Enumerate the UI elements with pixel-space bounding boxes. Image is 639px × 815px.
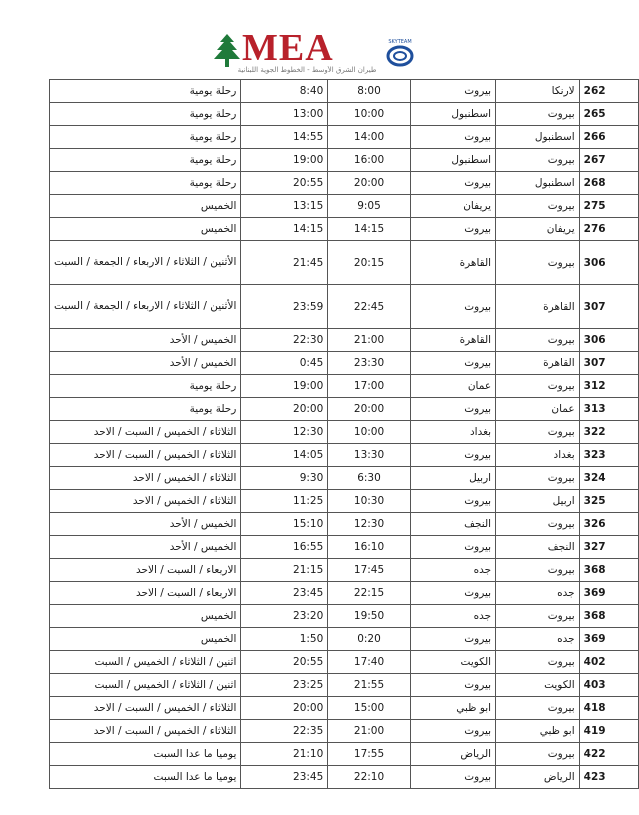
flight-number: 423 xyxy=(579,766,638,789)
flight-number: 275 xyxy=(579,195,638,218)
table-row xyxy=(50,375,639,398)
destination-city: بيروت xyxy=(410,172,495,195)
departure-time: 21:55 xyxy=(328,674,410,697)
departure-time: 20:00 xyxy=(328,398,410,421)
destination-city: بيروت xyxy=(410,218,495,241)
arrival-time: 8:40 xyxy=(241,80,328,103)
origin-city: القاهرة xyxy=(496,285,580,329)
departure-time: 10:30 xyxy=(328,490,410,513)
brand-name: MEA xyxy=(242,27,334,69)
operating-days: الخميس / الأحد xyxy=(50,329,241,352)
flight-number: 306 xyxy=(579,329,638,352)
table-row xyxy=(50,467,639,490)
flight-number: 268 xyxy=(579,172,638,195)
arrival-time: 20:00 xyxy=(241,697,328,720)
origin-city: الكويت xyxy=(496,674,580,697)
origin-city: الرياض xyxy=(496,766,580,789)
operating-days: رحلة يومية xyxy=(50,172,241,195)
origin-city: القاهرة xyxy=(496,352,580,375)
departure-time: 22:10 xyxy=(328,766,410,789)
departure-time: 17:00 xyxy=(328,375,410,398)
origin-city: جده xyxy=(496,582,580,605)
table-row xyxy=(50,149,639,172)
destination-city: اربيل xyxy=(410,467,495,490)
origin-city: بيروت xyxy=(496,651,580,674)
flight-number: 418 xyxy=(579,697,638,720)
destination-city: بيروت xyxy=(410,398,495,421)
table-row xyxy=(50,126,639,149)
departure-time: 17:55 xyxy=(328,743,410,766)
flight-number: 422 xyxy=(579,743,638,766)
table-row xyxy=(50,80,639,103)
flight-number: 306 xyxy=(579,241,638,285)
origin-city: اربيل xyxy=(496,490,580,513)
origin-city: يريفان xyxy=(496,218,580,241)
departure-time: 20:15 xyxy=(328,241,410,285)
operating-days: الاربعاء / السبت / الاحد xyxy=(50,582,241,605)
table-row xyxy=(50,513,639,536)
destination-city: بيروت xyxy=(410,80,495,103)
table-row xyxy=(50,218,639,241)
destination-city: بيروت xyxy=(410,766,495,789)
flight-number: 368 xyxy=(579,605,638,628)
flight-number: 307 xyxy=(579,285,638,329)
table-row xyxy=(50,329,639,352)
flight-number: 326 xyxy=(579,513,638,536)
operating-days: الأثنين / الثلاثاء / الاربعاء / الجمعة / السبت xyxy=(50,241,241,285)
destination-city: بيروت xyxy=(410,720,495,743)
mea-logo xyxy=(212,28,418,80)
arrival-time: 20:55 xyxy=(241,172,328,195)
operating-days: يوميا ما عدا السبت xyxy=(50,766,241,789)
destination-city: بيروت xyxy=(410,352,495,375)
arrival-time: 1:50 xyxy=(241,628,328,651)
origin-city: بغداد xyxy=(496,444,580,467)
operating-days: الثلاثاء / الخميس / السبت / الاحد xyxy=(50,720,241,743)
operating-days: رحلة يومية xyxy=(50,103,241,126)
operating-days: رحلة يومية xyxy=(50,398,241,421)
operating-days: الثلاثاء / الخميس / السبت / الاحد xyxy=(50,421,241,444)
table-row xyxy=(50,241,639,285)
arrival-time: 0:45 xyxy=(241,352,328,375)
arrival-time: 23:20 xyxy=(241,605,328,628)
flight-number: 369 xyxy=(579,628,638,651)
table-row xyxy=(50,103,639,126)
departure-time: 19:50 xyxy=(328,605,410,628)
arrival-time: 14:55 xyxy=(241,126,328,149)
operating-days: الثلاثاء / الخميس / الاحد xyxy=(50,467,241,490)
arrival-time: 23:45 xyxy=(241,582,328,605)
table-row xyxy=(50,285,639,329)
flight-number: 325 xyxy=(579,490,638,513)
arrival-time: 21:10 xyxy=(241,743,328,766)
departure-time: 14:15 xyxy=(328,218,410,241)
destination-city: ابو ظبي xyxy=(410,697,495,720)
arrival-time: 21:45 xyxy=(241,241,328,285)
operating-days: يوميا ما عدا السبت xyxy=(50,743,241,766)
table-row xyxy=(50,582,639,605)
departure-time: 17:45 xyxy=(328,559,410,582)
operating-days: اثنين / الثلاثاء / الخميس / السبت xyxy=(50,651,241,674)
arrival-time: 20:55 xyxy=(241,651,328,674)
destination-city: جده xyxy=(410,559,495,582)
arrival-time: 11:25 xyxy=(241,490,328,513)
operating-days: الخميس / الأحد xyxy=(50,513,241,536)
arrival-time: 19:00 xyxy=(241,375,328,398)
arrival-time: 23:59 xyxy=(241,285,328,329)
departure-time: 16:00 xyxy=(328,149,410,172)
departure-time: 16:10 xyxy=(328,536,410,559)
operating-days: الخميس / الأحد xyxy=(50,536,241,559)
origin-city: لارنكا xyxy=(496,80,580,103)
arrival-time: 16:55 xyxy=(241,536,328,559)
operating-days: الأثنين / الثلاثاء / الاربعاء / الجمعة / السبت xyxy=(50,285,241,329)
departure-time: 21:00 xyxy=(328,720,410,743)
arrival-time: 14:15 xyxy=(241,218,328,241)
origin-city: ابو ظبي xyxy=(496,720,580,743)
flight-number: 323 xyxy=(579,444,638,467)
flight-number: 267 xyxy=(579,149,638,172)
flight-number: 266 xyxy=(579,126,638,149)
destination-city: بيروت xyxy=(410,126,495,149)
arrival-time: 15:10 xyxy=(241,513,328,536)
table-row xyxy=(50,651,639,674)
operating-days: رحلة يومية xyxy=(50,149,241,172)
operating-days: الثلاثاء / الخميس / الاحد xyxy=(50,490,241,513)
destination-city: بيروت xyxy=(410,444,495,467)
destination-city: الرياض xyxy=(410,743,495,766)
flight-number: 368 xyxy=(579,559,638,582)
origin-city: اسطنبول xyxy=(496,126,580,149)
departure-time: 8:00 xyxy=(328,80,410,103)
arrival-time: 23:45 xyxy=(241,766,328,789)
destination-city: بيروت xyxy=(410,628,495,651)
arrival-time: 19:00 xyxy=(241,149,328,172)
destination-city: الكويت xyxy=(410,651,495,674)
operating-days: الخميس xyxy=(50,628,241,651)
arrival-time: 9:30 xyxy=(241,467,328,490)
skyteam-wordmark: SKYTEAM xyxy=(388,39,412,45)
arrival-time: 12:30 xyxy=(241,421,328,444)
table-row xyxy=(50,697,639,720)
departure-time: 10:00 xyxy=(328,103,410,126)
flight-number: 322 xyxy=(579,421,638,444)
flight-number: 327 xyxy=(579,536,638,559)
departure-time: 9:05 xyxy=(328,195,410,218)
destination-city: النجف xyxy=(410,513,495,536)
departure-time: 22:45 xyxy=(328,285,410,329)
flight-number: 312 xyxy=(579,375,638,398)
arrival-time: 20:00 xyxy=(241,398,328,421)
flight-number: 402 xyxy=(579,651,638,674)
origin-city: بيروت xyxy=(496,513,580,536)
departure-time: 0:20 xyxy=(328,628,410,651)
departure-time: 22:15 xyxy=(328,582,410,605)
departure-time: 20:00 xyxy=(328,172,410,195)
departure-time: 21:00 xyxy=(328,329,410,352)
origin-city: اسطنبول xyxy=(496,172,580,195)
destination-city: اسطنبول xyxy=(410,103,495,126)
table-row xyxy=(50,490,639,513)
destination-city: اسطنبول xyxy=(410,149,495,172)
destination-city: القاهرة xyxy=(410,329,495,352)
destination-city: بيروت xyxy=(410,490,495,513)
arrival-time: 14:05 xyxy=(241,444,328,467)
flight-number: 369 xyxy=(579,582,638,605)
origin-city: بيروت xyxy=(496,375,580,398)
departure-time: 6:30 xyxy=(328,467,410,490)
flight-number: 262 xyxy=(579,80,638,103)
operating-days: الاربعاء / السبت / الاحد xyxy=(50,559,241,582)
destination-city: القاهرة xyxy=(410,241,495,285)
origin-city: بيروت xyxy=(496,743,580,766)
origin-city: بيروت xyxy=(496,103,580,126)
origin-city: بيروت xyxy=(496,605,580,628)
table-row xyxy=(50,536,639,559)
flight-number: 265 xyxy=(579,103,638,126)
operating-days: رحلة يومية xyxy=(50,126,241,149)
document-header xyxy=(0,28,639,80)
table-row xyxy=(50,605,639,628)
departure-time: 17:40 xyxy=(328,651,410,674)
operating-days: الثلاثاء / الخميس / السبت / الاحد xyxy=(50,444,241,467)
destination-city: بيروت xyxy=(410,674,495,697)
origin-city: عمان xyxy=(496,398,580,421)
operating-days: الخميس / الأحد xyxy=(50,352,241,375)
table-row xyxy=(50,766,639,789)
origin-city: بيروت xyxy=(496,467,580,490)
table-row xyxy=(50,195,639,218)
destination-city: بغداد xyxy=(410,421,495,444)
destination-city: جده xyxy=(410,605,495,628)
table-row xyxy=(50,628,639,651)
brand-tagline: طيران الشرق الأوسط - الخطوط الجوية اللبنانية xyxy=(237,66,377,74)
operating-days: الخميس xyxy=(50,218,241,241)
flight-number: 403 xyxy=(579,674,638,697)
table-row xyxy=(50,352,639,375)
flight-number: 419 xyxy=(579,720,638,743)
origin-city: بيروت xyxy=(496,697,580,720)
flight-schedule-table xyxy=(49,79,639,789)
origin-city: بيروت xyxy=(496,329,580,352)
departure-time: 23:30 xyxy=(328,352,410,375)
arrival-time: 23:25 xyxy=(241,674,328,697)
table-row xyxy=(50,172,639,195)
arrival-time: 21:15 xyxy=(241,559,328,582)
departure-time: 10:00 xyxy=(328,421,410,444)
arrival-time: 22:35 xyxy=(241,720,328,743)
arrival-time: 22:30 xyxy=(241,329,328,352)
origin-city: بيروت xyxy=(496,241,580,285)
operating-days: الخميس xyxy=(50,605,241,628)
destination-city: يريفان xyxy=(410,195,495,218)
destination-city: بيروت xyxy=(410,285,495,329)
operating-days: اثنين / الثلاثاء / الخميس / السبت xyxy=(50,674,241,697)
origin-city: جده xyxy=(496,628,580,651)
flight-number: 313 xyxy=(579,398,638,421)
origin-city: بيروت xyxy=(496,149,580,172)
table-row xyxy=(50,559,639,582)
origin-city: بيروت xyxy=(496,421,580,444)
destination-city: عمان xyxy=(410,375,495,398)
flight-number: 324 xyxy=(579,467,638,490)
origin-city: بيروت xyxy=(496,559,580,582)
table-row xyxy=(50,743,639,766)
operating-days: رحلة يومية xyxy=(50,375,241,398)
arrival-time: 13:00 xyxy=(241,103,328,126)
table-row xyxy=(50,674,639,697)
origin-city: بيروت xyxy=(496,195,580,218)
flight-number: 307 xyxy=(579,352,638,375)
operating-days: الخميس xyxy=(50,195,241,218)
departure-time: 14:00 xyxy=(328,126,410,149)
destination-city: بيروت xyxy=(410,582,495,605)
operating-days: الثلاثاء / الخميس / السبت / الاحد xyxy=(50,697,241,720)
origin-city: النجف xyxy=(496,536,580,559)
table-row xyxy=(50,444,639,467)
table-row xyxy=(50,398,639,421)
flight-number: 276 xyxy=(579,218,638,241)
table-row xyxy=(50,421,639,444)
table-row xyxy=(50,720,639,743)
departure-time: 12:30 xyxy=(328,513,410,536)
skyteam-logo xyxy=(382,36,418,72)
operating-days: رحلة يومية xyxy=(50,80,241,103)
destination-city: بيروت xyxy=(410,536,495,559)
arrival-time: 13:15 xyxy=(241,195,328,218)
departure-time: 13:30 xyxy=(328,444,410,467)
departure-time: 15:00 xyxy=(328,697,410,720)
